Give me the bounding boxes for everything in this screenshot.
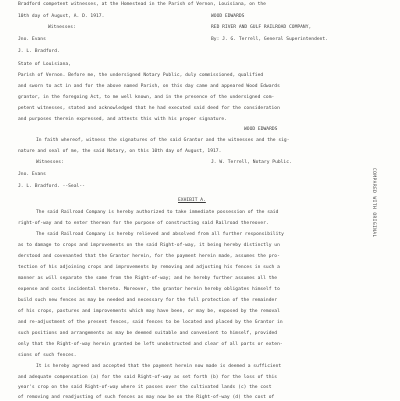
- text-line: The said Railroad Company is hereby authorized to take immediate possession of the said: [36, 210, 279, 215]
- signature-company: RED RIVER AND GULF RAILROAD COMPANY,: [211, 25, 312, 30]
- text-line: only that the Right-of-way herein granted be left unobstructed and clear of all parts or exten-: [18, 342, 283, 347]
- text-line: and re-adjustment of the present fences, said fences to be located and placed by the Grantor in: [18, 320, 283, 325]
- witnesses-label: Witnesses:: [48, 25, 76, 30]
- witness-name: J. L. Bradford.: [18, 49, 60, 54]
- exhibit-heading: EXHIBIT A.: [178, 198, 206, 203]
- witnesses-label: Witnesses:: [36, 160, 64, 165]
- text-line: and purposes therein expressed, and attests this with his proper signature.: [18, 117, 227, 122]
- compared-with-original-note: COMPARED WITH ORIGINAL: [371, 168, 376, 238]
- text-line: nature and seal of me, the said Notary, on this 10th day of August, 1917.: [18, 149, 222, 154]
- signature-notary: J. W. Terrell, Notary Public.: [211, 160, 292, 165]
- text-line: petent witnesses, stated and acknowledged that he had executed said deed for the consideration: [18, 106, 280, 111]
- text-line: In faith whereof, witness the signatures of the said Grantor and the witnesses and the sig-: [36, 138, 290, 143]
- text-line: sions of such fences.: [18, 353, 77, 358]
- text-line: manner as will separate the same from the Right-of-way; and he hereby further assumes all the: [18, 276, 278, 281]
- text-line: right-of-way and to enter thereon for the purpose of constructing said Railroad thereover.: [18, 221, 269, 226]
- text-line: such positions and arrangements as may be deemed suitable and convenient to himself, provided: [18, 331, 278, 336]
- signature-officer: By: J. G. Terrell, General Superintendent.: [211, 37, 328, 42]
- text-line: and adequate compensation (a) for the said Right-of-way as set forth (b) for the loss of this: [18, 375, 278, 380]
- text-line: derstood and covenanted that the Grantor herein, for the payment herein made, assumes the pro-: [18, 254, 280, 259]
- text-line: 10th day of August, A. D. 1917.: [18, 14, 105, 19]
- signature-name: WOOD EDWARDS: [244, 127, 278, 132]
- signature-name: WOOD EDWARDS: [211, 14, 245, 19]
- witness-name: Jno. Evans: [18, 37, 46, 42]
- witness-name: Jno. Evans: [18, 172, 46, 177]
- text-line: expense and costs incidental thereto. Moreover, the grantor herein hereby obligates himself to: [18, 287, 280, 292]
- text-line: year's crop on the said Right-of-way where it passes over the cultivated lands (c) the cost: [18, 385, 272, 390]
- text-line: tection of his adjoining crops and improvements by removing and adjusting his fences in such a: [18, 265, 280, 270]
- text-line: State of Louisiana,: [18, 62, 71, 67]
- text-line: It is hereby agreed and accepted that the payment herein now made is deemed a sufficient: [36, 364, 282, 369]
- text-line: and sworn to act in and for the above named Parish, on this day came and appeared Wood Edwards: [18, 84, 280, 89]
- text-line: Parish of Vernon. Before me, the undersigned Notary Public, duly commissioned, qualified: [18, 73, 264, 78]
- text-line: grantor, in the foregoing Act, to me well known, and in the presence of the undersigned com-: [18, 95, 275, 100]
- text-line: of his crops, pastures and improvements which may have been, or may be, exposed by the removal: [18, 309, 280, 314]
- text-line: build such new fences as may be needed and necessary for the full protection of the remainder: [18, 298, 278, 303]
- text-line: of removing and readjusting of such fences as may now be on the Right-of-way (d) the cost of: [18, 395, 275, 400]
- witness-name: J. L. Bradford. --Seal--: [18, 184, 85, 189]
- text-line: as to damage to crops and improvements on the said Right-of-way, it being hereby distinctly un: [18, 243, 280, 248]
- text-line: The said Railroad Company is hereby relieved and absolved from all further responsibility: [36, 232, 284, 237]
- text-line: Bradford competent witnesses, at the Homestead in the Parish of Vernon, Louisiana, on the: [18, 2, 266, 7]
